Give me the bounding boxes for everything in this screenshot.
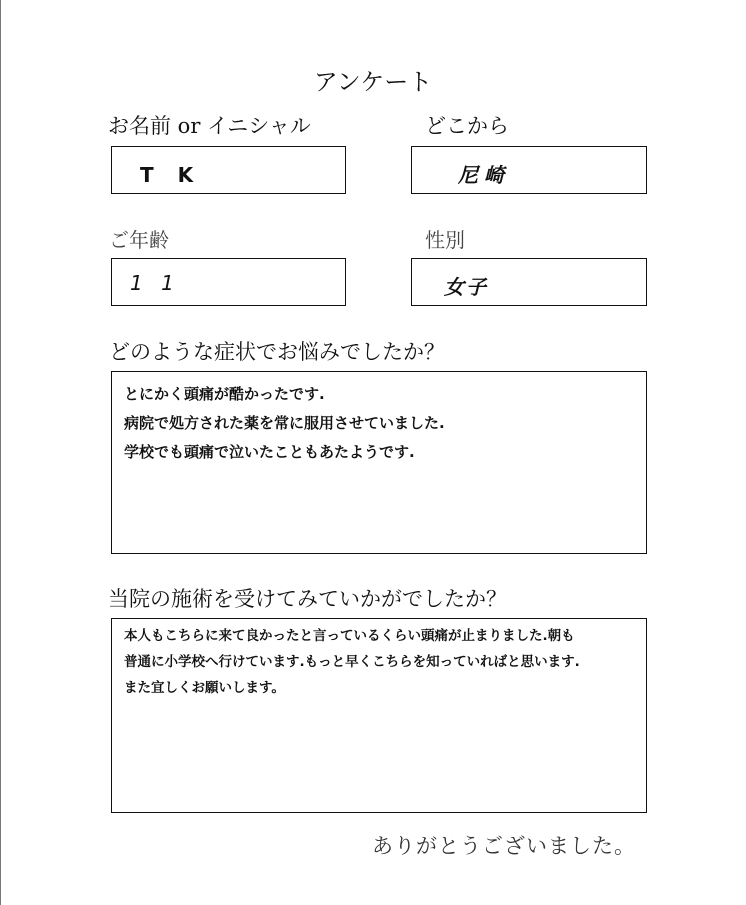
treatment-answer [124,623,580,701]
name-field[interactable] [111,146,346,194]
gender-field[interactable] [411,258,647,306]
answer-line: 病院で処方された薬を常に服用させていました. [124,414,445,432]
gender-value: 女子 [444,275,488,299]
name-label: お名前 or イニシャル [108,114,311,138]
name-value: T K [140,163,196,187]
answer-line: 本人もこちらに来て良かったと言っているくらい頭痛が止まりました.朝も [124,628,575,644]
page-edge [0,0,1,905]
answer-line: また宜しくお願いします。 [124,680,285,696]
thanks-message: ありがとうございました。 [372,834,636,858]
from-field[interactable] [411,146,647,194]
age-field[interactable] [111,258,346,306]
treatment-question: 当院の施術を受けてみていかがでしたか？ [108,587,507,611]
answer-line: 学校でも頭痛で泣いたこともあたようです. [124,443,415,461]
survey-title: アンケート [313,68,433,96]
from-label: どこから [425,114,509,138]
treatment-answer-box[interactable] [111,618,647,813]
symptoms-question: どのような症状でお悩みでしたか？ [109,340,445,364]
symptoms-answer-box[interactable] [111,371,647,554]
age-label: ご年齢 [109,228,169,252]
gender-label: 性別 [425,228,465,252]
symptoms-answer [124,380,445,467]
answer-line: 普通に小学校へ行けています.もっと早くこちらを知っていればと思います. [124,654,580,670]
answer-line: とにかく頭痛が酷かったです. [124,385,325,403]
age-value: 1 1 [130,271,180,295]
from-value: 尼崎 [458,163,510,187]
